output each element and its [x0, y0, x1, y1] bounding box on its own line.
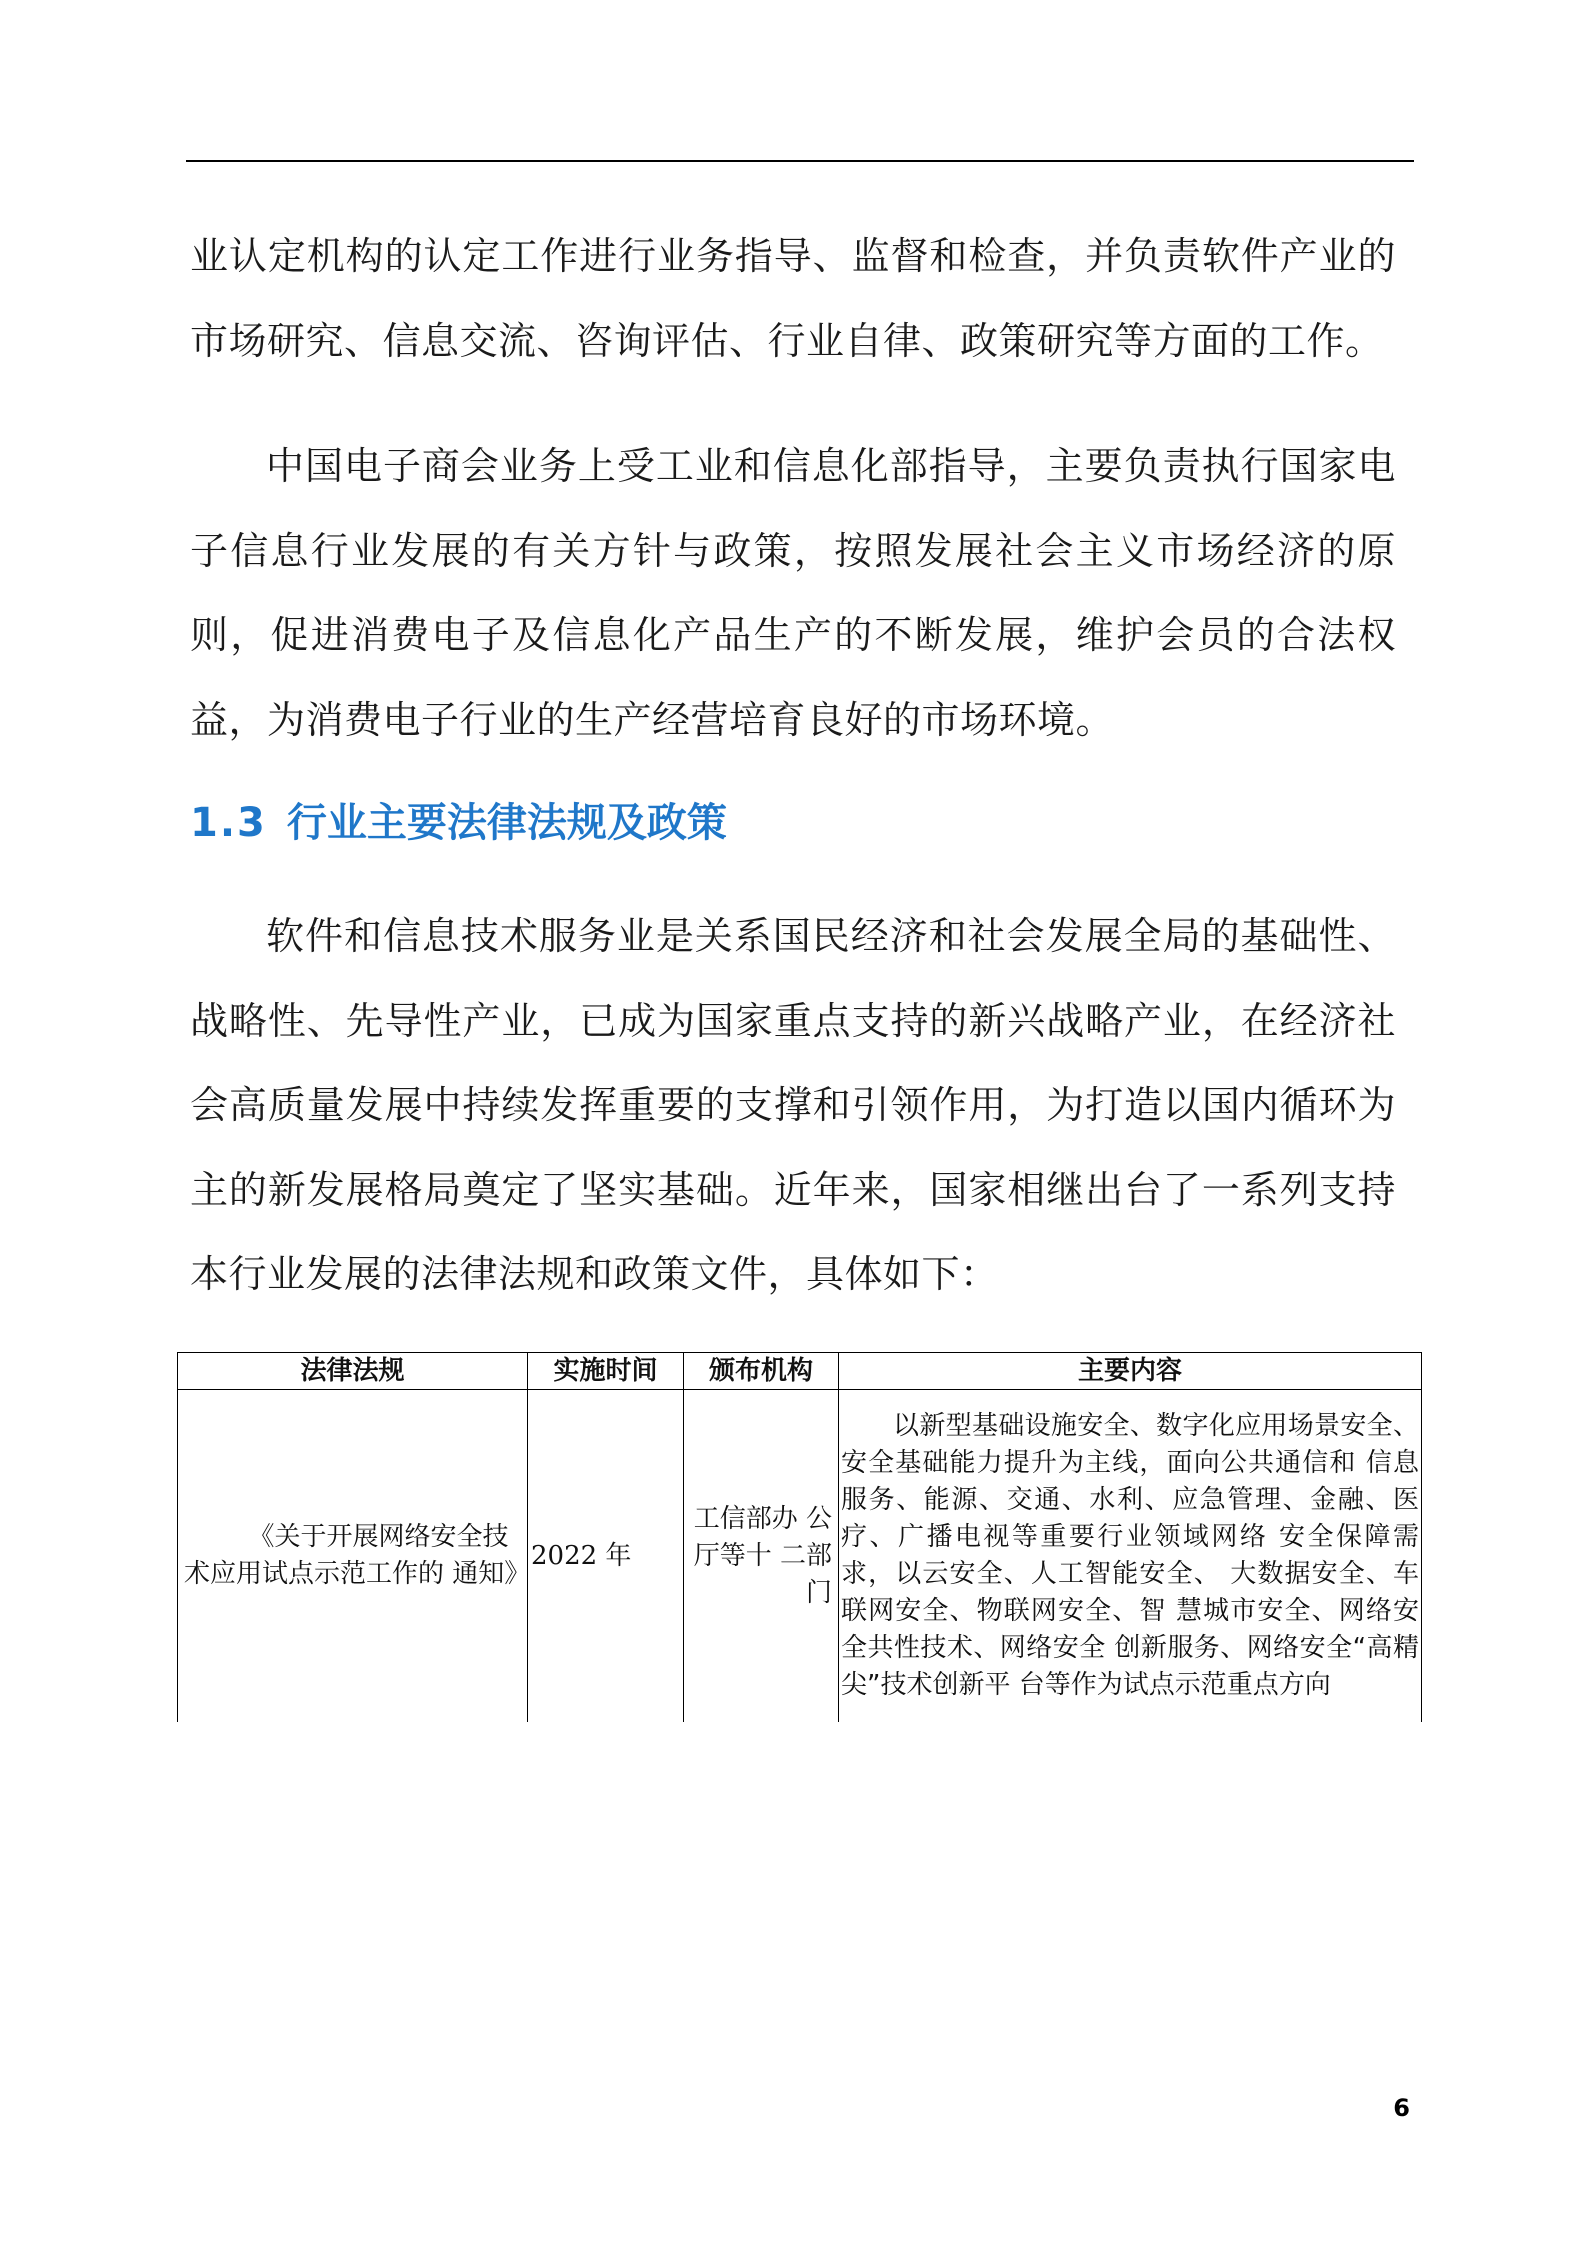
- paragraph-continuation: 业认定机构的认定工作进行业务指导、监督和检查，并负责软件产业的市场研究、信息交流、咨询评估、行业自律、政策研究等方面的工作。: [190, 234, 1396, 363]
- header-org: 颁布机构: [684, 1353, 839, 1390]
- paragraph-electronics-chamber: 中国电子商会业务上受工业和信息化部指导，主要负责执行国家电子信息行业发展的有关方针与政策，按照发展社会主义市场经济的原则，促进消费电子及信息化产品生产的不断发展，维护会员的合法权益，为消费电子行业的生产经营培育良好的市场环境。: [190, 444, 1396, 742]
- header-law: 法律法规: [178, 1353, 528, 1390]
- header-rule: [186, 160, 1414, 162]
- paragraph-policy-intro: 软件和信息技术服务业是关系国民经济和社会发展全局的基础性、战略性、先导性产业，已成为国家重点支持的新兴战略产业，在经济社会高质量发展中持续发挥重要的支撑和引领作用，为打造以国内循环为主的新发展格局奠定了坚实基础。近年来，国家相继出台了一系列支持本行业发展的法律法规和政策文件，具体如下：: [190, 914, 1396, 1296]
- policy-table: [177, 1352, 1422, 1722]
- section-title: 行业主要法律法规及政策: [286, 800, 727, 846]
- table-header-row: [178, 1353, 1422, 1390]
- cell-law-text: 《关于开展网络安全技术应用试点示范工作的 通知》: [184, 1522, 531, 1589]
- table-row: [178, 1390, 1422, 1723]
- cell-date: 2022 年: [528, 1390, 684, 1723]
- section-heading: [190, 793, 727, 853]
- cell-law: [178, 1390, 531, 1723]
- header-date: 实施时间: [528, 1353, 684, 1390]
- header-content: 主要内容: [839, 1353, 1422, 1390]
- page-number: 6: [1393, 2094, 1410, 2122]
- cell-content: 以新型基础设施安全、数字化应用场景安全、 安全基础能力提升为主线，面向公共通信和 信息服务、能源、交通、水利、应急管理、金融、医疗、广播电视等重要行业领域网络 安全保障需求，以云安全、人工智能安全、 大数据安全、车联网安全、物联网安全、智 慧城市安全、网络安全共性技术、网络安全 创新服务、网络安全“高精尖”技术创新平 台等作为试点示范重点方向: [839, 1390, 1422, 1723]
- section-number: 1.3: [190, 800, 267, 846]
- cell-org: 工信部办 公厅等十 二部门: [684, 1390, 839, 1723]
